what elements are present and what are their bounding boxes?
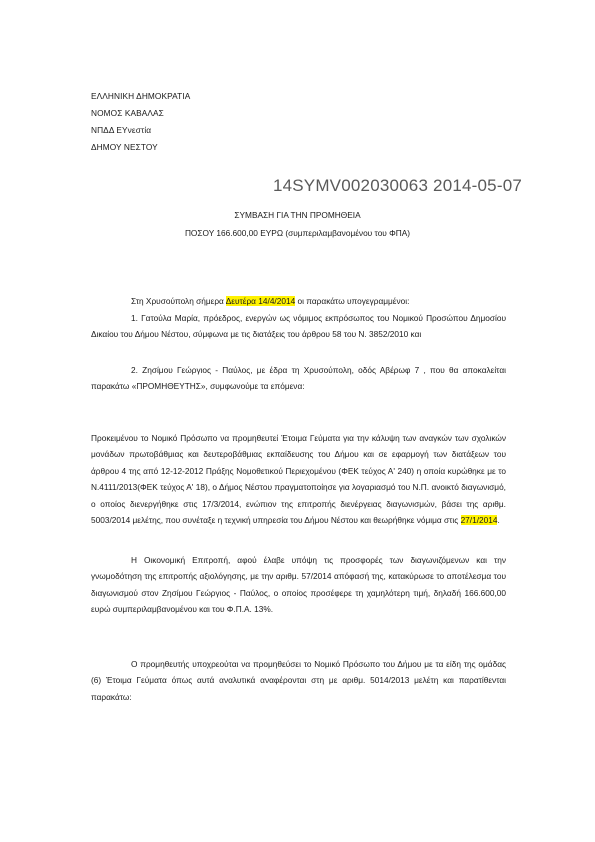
- procurement-paragraph: [91, 430, 506, 528]
- contract-title: ΣΥΜΒΑΣΗ ΓΙΑ ΤΗΝ ΠΡΟΜΗΘΕΙΑ: [234, 210, 361, 220]
- header-municipality: ΔΗΜΟΥ ΝΕΣΤΟΥ: [91, 142, 158, 152]
- highlighted-date: Δευτέρα 14/4/2014: [225, 296, 296, 306]
- procurement-text: Προκειμένου το Νομικό Πρόσωπο να προμηθευτεί Έτοιμα Γεύματα για την κάλυψη των αναγκών των σχολικών μονάδων πρωτοβάθμιας και δευτεροβάθμιας εκπαίδευσης του Δήμου και σε εφαρμογή των διατάξεων του άρθρου 4 της από 12-12-2012 Πράξης Νομοθετικού Περιεχομένου (ΦΕΚ τεύχος Α' 240) η οποία κυρώθηκε με το Ν.4111/2013(ΦΕΚ τεύχος Α' 18), ο Δήμος Νέστου πραγματοποίησε για λογαριασμό του Ν.Π. ανοικτό διαγωνισμό, ο οποίος διενεργήθηκε στις 17/3/2014, ενώπιον της επιτροπής διενέργειας διαγωνισμών, βάσει της αριθμ. 5003/2014 μελέτης, που συνέταξε η τεχνική υπηρεσία του Δήμου Νέστου και θεωρήθηκε νόμιμα στις: [91, 433, 506, 526]
- header-country: ΕΛΛΗΝΙΚΗ ΔΗΜΟΚΡΑΤΙΑ: [91, 91, 191, 101]
- party-two-paragraph: 2. Ζησίμου Γεώργιος - Παύλος, με έδρα τη Χρυσούπολη, οδός Αβέρωφ 7 , που θα αποκαλείται παρακάτω «ΠΡΟΜΗΘΕΥΤΗΣ», συμφωνούμε τα επόμενα:: [91, 365, 506, 392]
- document-id: 14SYMV002030063 2014-05-07: [272, 176, 522, 195]
- contract-amount: ΠΟΣΟΥ 166.600,00 ΕΥΡΩ (συμπεριλαμβανομένου του ΦΠΑ): [184, 228, 411, 238]
- supplier-obligation-paragraph: Ο προμηθευτής υποχρεούται να προμηθεύσει το Νομικό Πρόσωπο του Δήμου με τα είδη της ομάδας (6) Έτοιμα Γεύματα όπως αυτά αναλυτικά αναφέρονται στη με αριθμ. 5014/2013 μελέτη και παρατίθενται παρακάτω:: [91, 659, 506, 702]
- committee-paragraph: Η Οικονομική Επιτροπή, αφού έλαβε υπόψη τις προσφορές των διαγωνιζόμενων και την γνωμοδότηση της επιτροπής αξιολόγησης, με την αριθμ. 57/2014 απόφασή της, κατακύρωσε το αποτέλεσμα του διαγωνισμού στον Ζησίμου Γεώργιος - Παύλος, ο οποίος προσέφερε τη χαμηλότερη τιμή, δηλαδή 166.600,00 ευρώ συμπεριλαμβανομένου και του Φ.Π.Α. 13%.: [91, 555, 506, 615]
- procurement-text-end: .: [497, 515, 500, 526]
- intro-text-end: οι παρακάτω υπογεγραμμένοι:: [295, 296, 410, 306]
- intro-paragraph: [91, 293, 506, 309]
- header-entity: ΝΠΔΔ ΕΥνεστία: [91, 125, 152, 135]
- highlighted-approval-date: 27/1/2014: [460, 515, 498, 526]
- party-one-paragraph: 1. Γατούλα Μαρία, πρόεδρος, ενεργών ως νόμιμος εκπρόσωπος του Νομικού Προσώπου Δημοσίου Δικαίου του Δήμου Νέστου, σύμφωνα με τις διατάξεις του άρθρου 58 του Ν. 3852/2010 και: [91, 313, 506, 340]
- header-prefecture: ΝΟΜΟΣ ΚΑΒΑΛΑΣ: [91, 108, 164, 118]
- intro-text: Στη Χρυσούπολη σήμερα: [131, 296, 226, 306]
